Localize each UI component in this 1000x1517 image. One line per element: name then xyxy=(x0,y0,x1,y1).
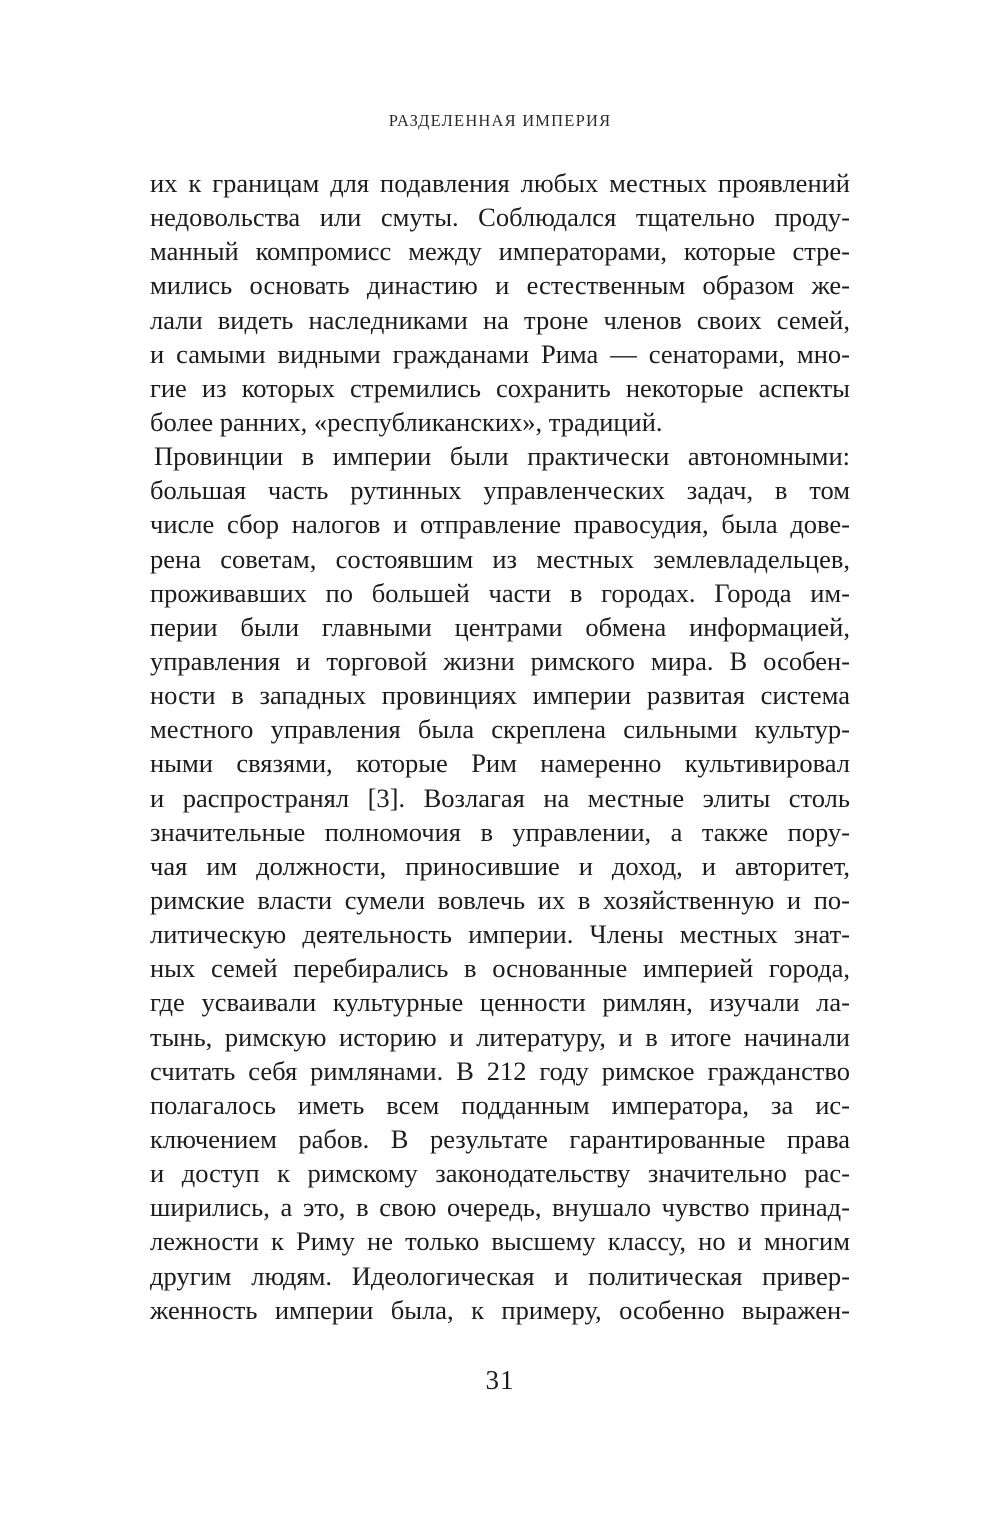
text-line: перии были главными центрами обмена информацией, xyxy=(150,611,850,642)
text-line: другим людям. Идеологическая и политическая привер- xyxy=(150,1260,850,1291)
running-head: РАЗДЕЛЕННАЯ ИМПЕРИЯ xyxy=(388,111,612,130)
paragraph-1 xyxy=(150,166,850,439)
text-line: рена советам, состоявшим из местных землевладельцев, xyxy=(150,543,850,574)
text-line: проживавших по большей части в городах. Города им- xyxy=(150,577,850,608)
text-line: лали видеть наследниками на троне членов своих семей, xyxy=(150,304,850,335)
text-line: ключением рабов. В результате гарантированные права xyxy=(150,1123,850,1154)
text-line xyxy=(150,439,850,473)
text-line: значительные полномочия в управлении, а также пору- xyxy=(150,816,850,847)
text-line: где усваивали культурные ценности римлян, изучали ла- xyxy=(150,987,850,1018)
text-line: чая им должности, приносившие и доход, и авторитет, xyxy=(150,850,850,881)
text-line: местного управления была скреплена сильными культур- xyxy=(150,714,850,745)
text-line: недовольства или смуты. Соблюдался тщательно проду- xyxy=(150,202,850,233)
text-line: и доступ к римскому законодательству значительно рас- xyxy=(150,1158,850,1189)
text-line: ширились, а это, в свою очередь, внушало чувство принад- xyxy=(150,1192,850,1223)
text-line: и самыми видными гражданами Рима — сенаторами, мно- xyxy=(150,338,850,369)
text-line: гие из которых стремились сохранить некоторые аспекты xyxy=(150,372,850,403)
text-line: мились основать династию и естественным образом же- xyxy=(150,270,850,301)
page-number: 31 xyxy=(485,1365,515,1395)
paragraph-2 xyxy=(150,439,850,1327)
text-line: тынь, римскую историю и литературу, и в итоге начинали xyxy=(150,1021,850,1052)
text-line: литическую деятельность империи. Члены местных знат- xyxy=(150,919,850,950)
text-line: женность империи была, к примеру, особенно выражен- xyxy=(150,1294,850,1325)
text-line: ности в западных провинциях империи развитая система xyxy=(150,680,850,711)
text-line: и распространял [3]. Возлагая на местные элиты столь xyxy=(150,782,850,813)
text-line: большая часть рутинных управленческих задач, в том xyxy=(150,475,850,506)
text-line: полагалось иметь всем подданным императора, за ис- xyxy=(150,1089,850,1120)
text-line: более ранних, «республиканских», традиций. xyxy=(150,406,663,437)
text-line: ных семей перебирались в основанные империей города, xyxy=(150,953,850,984)
text-line: римские власти сумели вовлечь их в хозяйственную и по- xyxy=(150,884,850,915)
paragraph-first-line: Провинции в империи были практически автономными: xyxy=(154,441,850,472)
body-text xyxy=(150,166,850,1327)
text-line: управления и торговой жизни римского мира. В особен- xyxy=(150,645,850,676)
text-line: ными связями, которые Рим намеренно культивировал xyxy=(150,748,850,779)
text-line: манный компромисс между императорами, которые стре- xyxy=(150,236,850,267)
text-line: числе сбор налогов и отправление правосудия, была дове- xyxy=(150,509,850,540)
text-line: лежности к Риму не только высшему классу, но и многим xyxy=(150,1226,850,1257)
text-line: считать себя римлянами. В 212 году римское гражданство xyxy=(150,1055,850,1086)
text-line: их к границам для подавления любых местных проявлений xyxy=(150,168,850,198)
